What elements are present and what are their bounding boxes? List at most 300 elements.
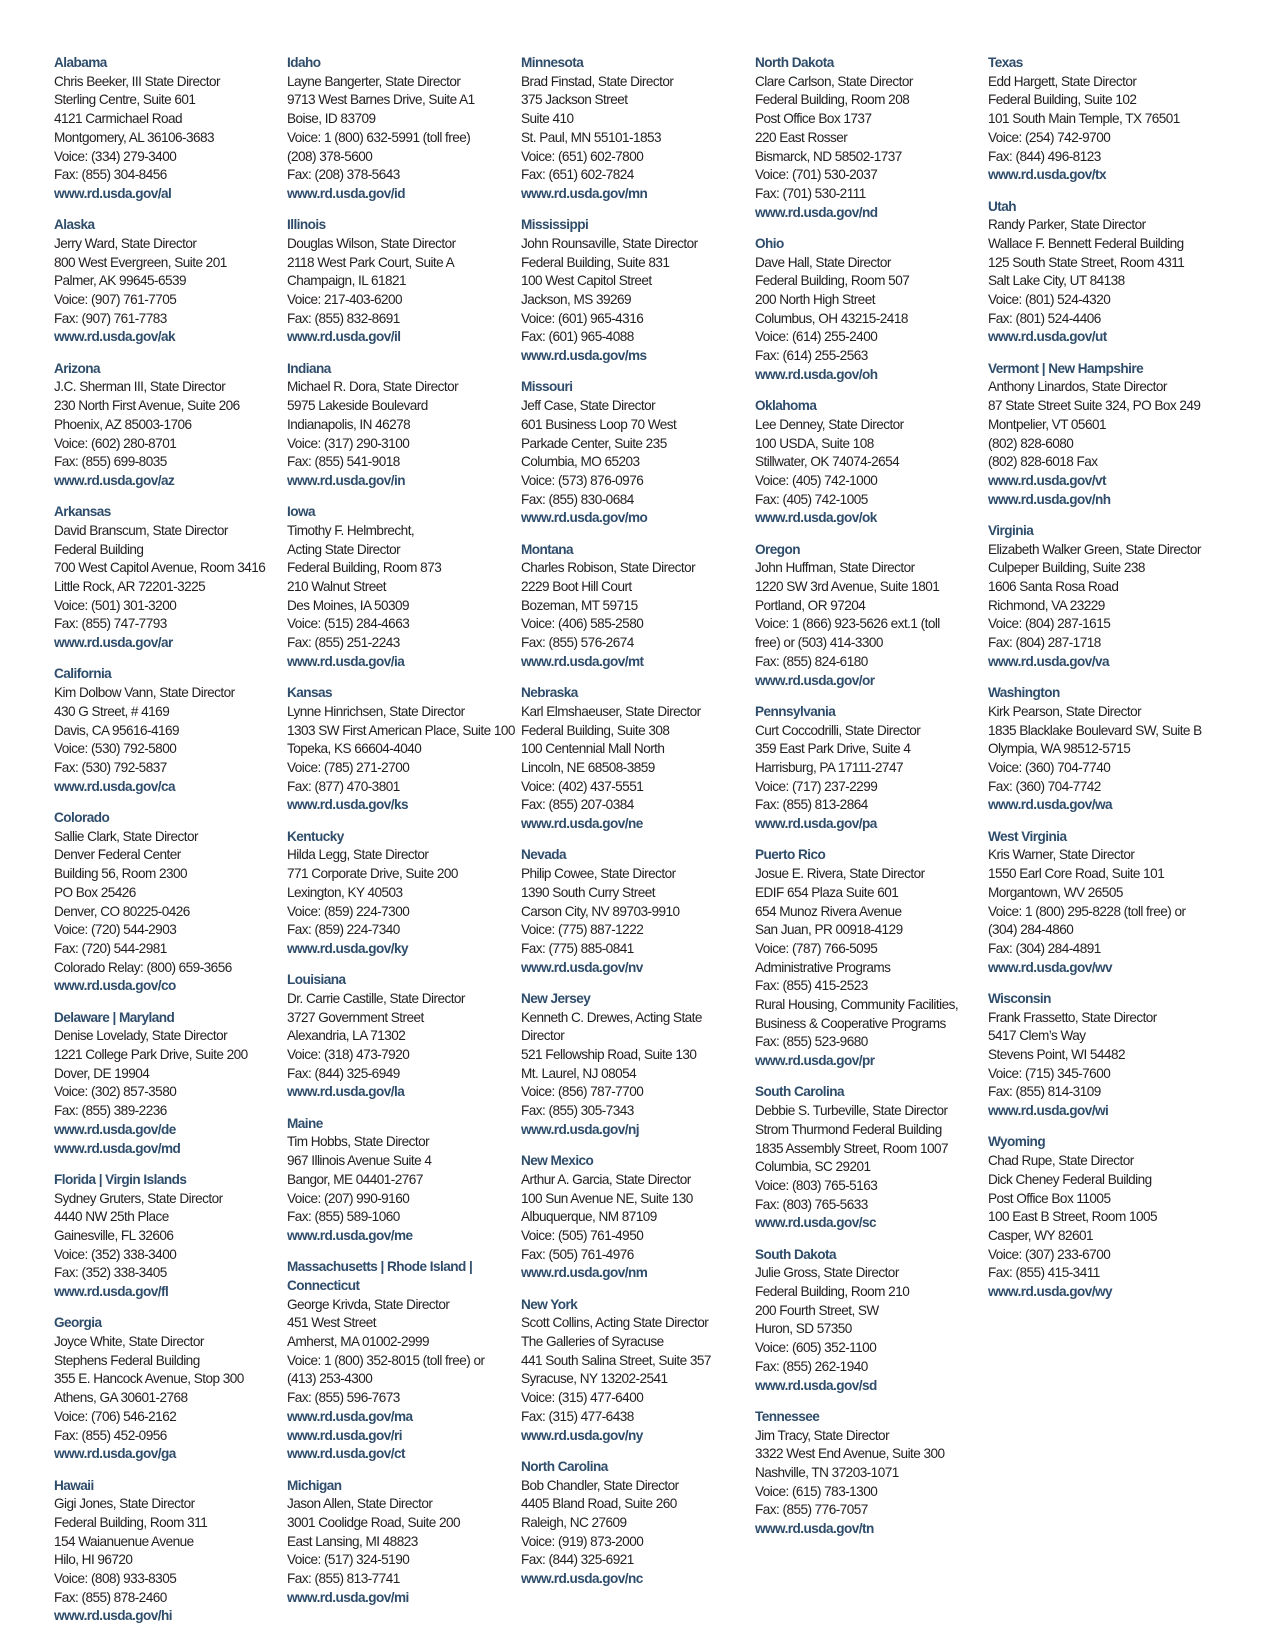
office-website-link[interactable]: www.rd.usda.gov/il <box>287 329 401 345</box>
office-detail-line: 5417 Clem’s Way <box>988 1028 1086 1044</box>
state-heading: Pennsylvania <box>755 703 836 719</box>
office-detail-line: Dave Hall, State Director <box>755 254 891 270</box>
office-detail-line: Fax: (505) 761-4976 <box>521 1246 634 1262</box>
office-entry-nebraska <box>521 684 759 834</box>
office-detail-line: J.C. Sherman III, State Director <box>54 379 226 395</box>
office-detail-line: Fax: (530) 792-5837 <box>54 759 167 775</box>
office-detail-line: Lynne Hinrichsen, State Director <box>287 703 465 719</box>
state-heading: Delaware | Maryland <box>54 1009 175 1025</box>
office-entry-arizona <box>54 360 292 491</box>
office-website-link[interactable]: www.rd.usda.gov/ut <box>988 329 1107 345</box>
office-detail-line: (304) 284-4860 <box>988 922 1074 938</box>
office-detail-line: 100 West Capitol Street <box>521 273 652 289</box>
office-detail-line: Mt. Laurel, NJ 08054 <box>521 1065 637 1081</box>
state-heading: Illinois <box>287 217 326 233</box>
state-heading: Puerto Rico <box>755 847 826 863</box>
office-website-link[interactable]: www.rd.usda.gov/ms <box>521 348 647 364</box>
office-detail-line: Athens, GA 30601-2768 <box>54 1390 188 1406</box>
office-detail-line: Fax: (803) 765-5633 <box>755 1196 868 1212</box>
office-detail-line: 87 State Street Suite 324, PO Box 249 <box>988 398 1201 414</box>
office-detail-line: Voice: (919) 873-2000 <box>521 1533 644 1549</box>
office-detail-line: Jason Allen, State Director <box>287 1496 433 1512</box>
office-website-link[interactable]: www.rd.usda.gov/wa <box>988 797 1113 813</box>
state-heading: West Virginia <box>988 828 1067 844</box>
office-detail-line: Federal Building, Suite 308 <box>521 722 670 738</box>
office-detail-line: Gigi Jones, State Director <box>54 1496 195 1512</box>
office-detail-line: Dick Cheney Federal Building <box>988 1171 1152 1187</box>
office-detail-line: Fax: (855) 415-3411 <box>988 1265 1100 1281</box>
directory-column-2 <box>287 54 525 1620</box>
office-website-link[interactable]: www.rd.usda.gov/mt <box>521 653 644 669</box>
office-entry-kentucky <box>287 828 525 959</box>
office-detail-line: 100 East B Street, Room 1005 <box>988 1209 1157 1225</box>
office-detail-line: Little Rock, AR 72201-3225 <box>54 579 206 595</box>
office-detail-line: Fax: (844) 325-6921 <box>521 1552 634 1568</box>
office-detail-line: Douglas Wilson, State Director <box>287 235 456 251</box>
state-heading: South Dakota <box>755 1246 837 1262</box>
office-detail-line: 601 Business Loop 70 West <box>521 416 677 432</box>
office-entry-montana <box>521 541 759 672</box>
office-detail-line: (413) 253-4300 <box>287 1371 373 1387</box>
state-heading: Wyoming <box>988 1134 1046 1150</box>
office-detail-line: Voice: (775) 887-1222 <box>521 922 644 938</box>
office-entry-louisiana <box>287 971 525 1102</box>
office-detail-line: Denise Lovelady, State Director <box>54 1028 228 1044</box>
state-heading: Florida | Virgin Islands <box>54 1171 187 1187</box>
office-detail-line: Federal Building, Room 873 <box>287 560 442 576</box>
office-website-link[interactable]: www.rd.usda.gov/id <box>287 185 405 201</box>
office-detail-line: Voice: (787) 766-5095 <box>755 940 878 956</box>
office-detail-line: Kirk Pearson, State Director <box>988 703 1142 719</box>
office-detail-line: Kim Dolbow Vann, State Director <box>54 685 235 701</box>
office-entry-missouri <box>521 378 759 528</box>
state-heading: Ohio <box>755 235 784 251</box>
office-entry-pennsylvania <box>755 703 993 834</box>
office-website-link[interactable]: www.rd.usda.gov/va <box>988 653 1110 669</box>
office-detail-line: Syracuse, NY 13202-2541 <box>521 1371 668 1387</box>
office-detail-line: Bozeman, MT 59715 <box>521 597 638 613</box>
state-heading: Nevada <box>521 847 567 863</box>
office-detail-line: Voice: (360) 704-7740 <box>988 759 1111 775</box>
office-detail-line: David Branscum, State Director <box>54 522 228 538</box>
office-website-link[interactable]: www.rd.usda.gov/co <box>54 978 176 994</box>
state-heading: Iowa <box>287 504 316 520</box>
directory-column-4 <box>755 54 993 1551</box>
state-heading: Kentucky <box>287 828 344 844</box>
office-detail-line: Voice: (352) 338-3400 <box>54 1246 177 1262</box>
office-website-link[interactable]: www.rd.usda.gov/pr <box>755 1053 875 1069</box>
office-entry-oregon <box>755 541 993 691</box>
office-website-link[interactable]: www.rd.usda.gov/al <box>54 185 172 201</box>
office-website-link[interactable]: www.rd.usda.gov/md <box>54 1140 181 1156</box>
office-detail-line: Voice: (315) 477-6400 <box>521 1390 644 1406</box>
office-detail-line: Fax: (855) 776-7057 <box>755 1502 868 1518</box>
office-detail-line: Voice: (614) 255-2400 <box>755 329 878 345</box>
office-detail-line: 200 Fourth Street, SW <box>755 1302 879 1318</box>
office-website-link[interactable]: www.rd.usda.gov/or <box>755 672 875 688</box>
office-detail-line: Voice: (207) 990-9160 <box>287 1190 410 1206</box>
state-heading: South Carolina <box>755 1084 844 1100</box>
office-detail-line: (802) 828-6080 <box>988 435 1074 451</box>
office-detail-line: Voice: (605) 352-1100 <box>755 1340 877 1356</box>
office-website-link[interactable]: www.rd.usda.gov/nj <box>521 1121 639 1137</box>
state-heading: Missouri <box>521 379 573 395</box>
office-entry-indiana <box>287 360 525 491</box>
office-detail-line: Dover, DE 19904 <box>54 1065 150 1081</box>
office-detail-line: Frank Frassetto, State Director <box>988 1009 1157 1025</box>
office-detail-line: 100 Centennial Mall North <box>521 741 665 757</box>
office-detail-line: Voice: (808) 933-8305 <box>54 1571 177 1587</box>
office-website-link[interactable]: www.rd.usda.gov/hi <box>54 1608 172 1624</box>
office-detail-line: Fax: (855) 251-2243 <box>287 635 400 651</box>
office-entry-wisconsin <box>988 990 1226 1121</box>
office-detail-line: 1550 Earl Core Road, Suite 101 <box>988 866 1165 882</box>
office-entry-texas <box>988 54 1226 185</box>
office-detail-line: Jeff Case, State Director <box>521 398 656 414</box>
office-detail-line: 5975 Lakeside Boulevard <box>287 398 428 414</box>
office-website-link[interactable]: www.rd.usda.gov/vt <box>988 472 1106 488</box>
office-detail-line: Voice: (515) 284-4663 <box>287 616 410 632</box>
state-heading: Idaho <box>287 55 321 70</box>
office-entry-michigan <box>287 1477 525 1608</box>
office-detail-line: Voice: (317) 290-3100 <box>287 435 410 451</box>
office-detail-line: 1221 College Park Drive, Suite 200 <box>54 1047 248 1063</box>
office-detail-line: Federal Building, Room 507 <box>755 273 910 289</box>
office-detail-line: Lincoln, NE 68508-3859 <box>521 759 655 775</box>
office-detail-line: 230 North First Avenue, Suite 206 <box>54 398 240 414</box>
office-detail-line: Albuquerque, NM 87109 <box>521 1209 657 1225</box>
office-detail-line: Voice: (505) 761-4950 <box>521 1227 644 1243</box>
office-detail-line: Dr. Carrie Castille, State Director <box>287 990 465 1006</box>
office-detail-line: Columbia, SC 29201 <box>755 1159 871 1175</box>
office-detail-line: Fax: (855) 541-9018 <box>287 454 400 470</box>
office-website-link[interactable]: www.rd.usda.gov/nc <box>521 1571 643 1587</box>
office-entry-ohio <box>755 235 993 385</box>
office-detail-line: Colorado Relay: (800) 659-3656 <box>54 959 232 975</box>
office-detail-line: Lexington, KY 40503 <box>287 884 403 900</box>
state-heading: North Carolina <box>521 1458 608 1474</box>
office-entry-alabama <box>54 54 292 204</box>
office-website-link[interactable]: www.rd.usda.gov/ri <box>287 1427 402 1443</box>
office-entry-new-mexico <box>521 1152 759 1283</box>
office-detail-line: Business & Cooperative Programs <box>755 1015 946 1031</box>
office-website-link[interactable]: www.rd.usda.gov/ky <box>287 940 409 956</box>
office-detail-line: 654 Munoz Rivera Avenue <box>755 903 902 919</box>
state-heading: Utah <box>988 198 1017 214</box>
office-detail-line: Clare Carlson, State Director <box>755 73 913 89</box>
state-heading: Oregon <box>755 541 801 557</box>
office-entry-florida-virgin-islands <box>54 1171 292 1302</box>
office-entry-nevada <box>521 846 759 977</box>
office-entry-arkansas <box>54 503 292 653</box>
office-detail-line: 100 Sun Avenue NE, Suite 130 <box>521 1190 693 1206</box>
office-detail-line: Phoenix, AZ 85003-1706 <box>54 416 192 432</box>
office-website-link[interactable]: www.rd.usda.gov/ct <box>287 1446 405 1462</box>
office-detail-line: Bangor, ME 04401-2767 <box>287 1171 423 1187</box>
office-detail-line: Scott Collins, Acting State Director <box>521 1315 709 1331</box>
office-entry-hawaii <box>54 1477 292 1627</box>
office-entry-colorado <box>54 809 292 996</box>
state-heading: Massachusetts | Rhode Island | Connecticut <box>287 1259 473 1293</box>
office-detail-line: Voice: (530) 792-5800 <box>54 741 177 757</box>
office-detail-line: 2229 Boot Hill Court <box>521 579 632 595</box>
office-detail-line: Fax: (405) 742-1005 <box>755 491 868 507</box>
office-detail-line: Fax: (804) 287-1718 <box>988 635 1101 651</box>
state-heading: Kansas <box>287 685 333 701</box>
office-website-link[interactable]: www.rd.usda.gov/mi <box>287 1589 409 1605</box>
directory-column-3 <box>521 54 759 1601</box>
office-entry-maine <box>287 1115 525 1246</box>
office-detail-line: Fax: (855) 814-3109 <box>988 1084 1101 1100</box>
state-heading: Michigan <box>287 1477 342 1493</box>
office-detail-line: Chris Beeker, III State Director <box>54 73 220 89</box>
office-detail-line: Fax: (877) 470-3801 <box>287 778 400 794</box>
state-heading: Minnesota <box>521 55 584 70</box>
office-website-link[interactable]: www.rd.usda.gov/wy <box>988 1284 1113 1300</box>
office-website-link[interactable]: www.rd.usda.gov/ny <box>521 1427 643 1443</box>
office-detail-line: Kenneth C. Drewes, Acting State <box>521 1009 702 1025</box>
directory-column-1 <box>54 54 292 1639</box>
directory-column-5 <box>988 54 1226 1314</box>
office-detail-line: Anthony Linardos, State Director <box>988 379 1167 395</box>
office-detail-line: Voice: (859) 224-7300 <box>287 903 410 919</box>
state-heading: Vermont | New Hampshire <box>988 360 1144 376</box>
office-website-link[interactable]: www.rd.usda.gov/de <box>54 1121 176 1137</box>
office-detail-line: Sallie Clark, State Director <box>54 828 199 844</box>
office-detail-line: Denver Federal Center <box>54 847 181 863</box>
office-detail-line: 1606 Santa Rosa Road <box>988 579 1119 595</box>
office-detail-line: St. Paul, MN 55101-1853 <box>521 129 661 145</box>
office-detail-line: Voice: (651) 602-7800 <box>521 148 644 164</box>
office-detail-line: 9713 West Barnes Drive, Suite A1 <box>287 92 475 108</box>
office-detail-line: Strom Thurmond Federal Building <box>755 1121 942 1137</box>
office-website-link[interactable]: www.rd.usda.gov/nv <box>521 959 643 975</box>
office-detail-line: Voice: (907) 761-7705 <box>54 292 177 308</box>
office-detail-line: Jerry Ward, State Director <box>54 235 197 251</box>
office-website-link[interactable]: www.rd.usda.gov/sc <box>755 1215 877 1231</box>
office-detail-line: Davis, CA 95616-4169 <box>54 722 180 738</box>
office-detail-line: Jim Tracy, State Director <box>755 1427 890 1443</box>
office-detail-line: Fax: (720) 544-2981 <box>54 940 167 956</box>
office-detail-line: (802) 828-6018 Fax <box>988 454 1098 470</box>
office-detail-line: Alexandria, LA 71302 <box>287 1028 406 1044</box>
state-heading: Indiana <box>287 360 331 376</box>
office-detail-line: Carson City, NV 89703-9910 <box>521 903 680 919</box>
office-detail-line: Timothy F. Helmbrecht, <box>287 522 415 538</box>
state-heading: California <box>54 666 112 682</box>
office-detail-line: Fax: (855) 523-9680 <box>755 1034 868 1050</box>
office-detail-line: Columbia, MO 65203 <box>521 454 640 470</box>
office-detail-line: 700 West Capitol Avenue, Room 3416 <box>54 560 266 576</box>
office-detail-line: Voice: 1 (800) 632-5991 (toll free) <box>287 129 471 145</box>
office-detail-line: Voice: 217-403-6200 <box>287 292 403 308</box>
office-detail-line: Fax: (352) 338-3405 <box>54 1265 167 1281</box>
office-detail-line: Voice: (801) 524-4320 <box>988 292 1111 308</box>
state-heading: Louisiana <box>287 972 346 988</box>
office-detail-line: Fax: (855) 596-7673 <box>287 1390 400 1406</box>
office-entry-georgia <box>54 1314 292 1464</box>
office-entry-new-york <box>521 1296 759 1446</box>
office-detail-line: (208) 378-5600 <box>287 148 373 164</box>
office-detail-line: Voice: (615) 783-1300 <box>755 1483 878 1499</box>
office-detail-line: 771 Corporate Drive, Suite 200 <box>287 866 458 882</box>
office-entry-west-virginia <box>988 828 1226 978</box>
office-detail-line: East Lansing, MI 48823 <box>287 1533 418 1549</box>
office-detail-line: Federal Building, Suite 831 <box>521 254 670 270</box>
office-detail-line: San Juan, PR 00918-4129 <box>755 922 903 938</box>
office-detail-line: 3322 West End Avenue, Suite 300 <box>755 1446 945 1462</box>
office-detail-line: Brad Finstad, State Director <box>521 73 674 89</box>
office-website-link[interactable]: www.rd.usda.gov/la <box>287 1084 405 1100</box>
state-heading: New York <box>521 1296 578 1312</box>
office-website-link[interactable]: www.rd.usda.gov/wi <box>988 1103 1109 1119</box>
office-detail-line: EDIF 654 Plaza Suite 601 <box>755 884 899 900</box>
office-detail-line: 4405 Bland Road, Suite 260 <box>521 1496 677 1512</box>
office-website-link[interactable]: www.rd.usda.gov/ks <box>287 797 409 813</box>
office-detail-line: Arthur A. Garcia, State Director <box>521 1171 691 1187</box>
office-detail-line: Fax: (855) 747-7793 <box>54 616 167 632</box>
office-detail-line: Voice: (715) 345-7600 <box>988 1065 1111 1081</box>
office-website-link[interactable]: www.rd.usda.gov/nh <box>988 491 1111 507</box>
state-heading: New Jersey <box>521 990 591 1006</box>
office-detail-line: 359 East Park Drive, Suite 4 <box>755 741 911 757</box>
office-website-link[interactable]: www.rd.usda.gov/tn <box>755 1521 874 1537</box>
office-website-link[interactable]: www.rd.usda.gov/az <box>54 472 175 488</box>
office-detail-line: Layne Bangerter, State Director <box>287 73 461 89</box>
office-detail-line: 967 Illinois Avenue Suite 4 <box>287 1153 432 1169</box>
office-entry-south-dakota <box>755 1246 993 1396</box>
office-detail-line: Fax: (304) 284-4891 <box>988 940 1101 956</box>
office-entry-iowa <box>287 503 525 671</box>
office-website-link[interactable]: www.rd.usda.gov/mn <box>521 185 648 201</box>
office-detail-line: Fax: (855) 452-0956 <box>54 1427 167 1443</box>
office-website-link[interactable]: www.rd.usda.gov/wv <box>988 959 1113 975</box>
office-detail-line: Fax: (855) 589-1060 <box>287 1209 400 1225</box>
office-detail-line: 1220 SW 3rd Avenue, Suite 1801 <box>755 579 940 595</box>
office-entry-washington <box>988 684 1226 815</box>
office-detail-line: Fax: (855) 576-2674 <box>521 635 634 651</box>
office-website-link[interactable]: www.rd.usda.gov/ia <box>287 653 405 669</box>
office-website-link[interactable]: www.rd.usda.gov/ne <box>521 816 643 832</box>
office-detail-line: 800 West Evergreen, Suite 201 <box>54 254 227 270</box>
office-detail-line: Fax: (855) 832-8691 <box>287 310 400 326</box>
office-detail-line: Voice: (254) 742-9700 <box>988 129 1111 145</box>
office-entry-south-carolina <box>755 1083 993 1233</box>
state-heading: Arizona <box>54 360 100 376</box>
office-website-link[interactable]: www.rd.usda.gov/ma <box>287 1408 413 1424</box>
office-detail-line: Administrative Programs <box>755 959 891 975</box>
office-entry-alaska <box>54 216 292 347</box>
office-entry-utah <box>988 198 1226 348</box>
office-website-link[interactable]: www.rd.usda.gov/ok <box>755 510 877 526</box>
office-detail-line: Fax: (651) 602-7824 <box>521 167 634 183</box>
state-heading: Maine <box>287 1115 323 1131</box>
office-detail-line: Tim Hobbs, State Director <box>287 1134 430 1150</box>
office-detail-line: George Krivda, State Director <box>287 1296 450 1312</box>
office-detail-line: Des Moines, IA 50309 <box>287 597 409 613</box>
office-detail-line: Voice: (602) 280-8701 <box>54 435 177 451</box>
office-website-link[interactable]: www.rd.usda.gov/nm <box>521 1265 648 1281</box>
office-entry-tennessee <box>755 1408 993 1539</box>
office-detail-line: Indianapolis, IN 46278 <box>287 416 411 432</box>
state-heading: Tennessee <box>755 1408 820 1424</box>
office-detail-line: Voice: (601) 965-4316 <box>521 310 644 326</box>
office-detail-line: Fax: (907) 761-7783 <box>54 310 167 326</box>
office-detail-line: Fax: (855) 813-7741 <box>287 1571 400 1587</box>
office-website-link[interactable]: www.rd.usda.gov/mo <box>521 510 648 526</box>
office-detail-line: Denver, CO 80225-0426 <box>54 903 190 919</box>
office-detail-line: Champaign, IL 61821 <box>287 273 407 289</box>
office-detail-line: Voice: (501) 301-3200 <box>54 597 177 613</box>
office-website-link[interactable]: www.rd.usda.gov/nd <box>755 204 878 220</box>
state-heading: New Mexico <box>521 1153 594 1169</box>
state-heading: Colorado <box>54 809 110 825</box>
office-detail-line: Voice: (717) 237-2299 <box>755 778 878 794</box>
office-detail-line: Fax: (855) 878-2460 <box>54 1589 167 1605</box>
office-detail-line: Lee Denney, State Director <box>755 416 904 432</box>
office-website-link[interactable]: www.rd.usda.gov/in <box>287 472 405 488</box>
office-website-link[interactable]: www.rd.usda.gov/tx <box>988 167 1106 183</box>
office-detail-line: Stevens Point, WI 54482 <box>988 1047 1125 1063</box>
office-detail-line: Voice: (785) 271-2700 <box>287 759 410 775</box>
office-detail-line: Building 56, Room 2300 <box>54 866 187 882</box>
office-detail-line: Voice: (856) 787-7700 <box>521 1084 644 1100</box>
office-detail-line: Voice: (402) 437-5551 <box>521 778 644 794</box>
office-detail-line: Voice: 1 (800) 352-8015 (toll free) or <box>287 1352 485 1368</box>
office-website-link[interactable]: www.rd.usda.gov/ca <box>54 778 176 794</box>
office-detail-line: Randy Parker, State Director <box>988 217 1146 233</box>
office-detail-line: Stillwater, OK 74074-2654 <box>755 454 900 470</box>
office-entry-minnesota <box>521 54 759 204</box>
office-detail-line: Bismarck, ND 58502-1737 <box>755 148 902 164</box>
office-detail-line: Jackson, MS 39269 <box>521 292 632 308</box>
office-detail-line: Fax: (775) 885-0841 <box>521 940 634 956</box>
state-heading: Oklahoma <box>755 398 817 414</box>
office-detail-line: Fax: (859) 224-7340 <box>287 922 400 938</box>
office-detail-line: Fax: (855) 305-7343 <box>521 1103 634 1119</box>
state-heading: Arkansas <box>54 504 111 520</box>
office-website-link[interactable]: www.rd.usda.gov/pa <box>755 816 877 832</box>
office-website-link[interactable]: www.rd.usda.gov/ak <box>54 329 176 345</box>
office-detail-line: 451 West Street <box>287 1315 376 1331</box>
office-detail-line: Fax: (701) 530-2111 <box>755 185 866 201</box>
office-detail-line: Morgantown, WV 26505 <box>988 884 1123 900</box>
office-detail-line: Suite 410 <box>521 111 574 127</box>
office-detail-line: Huron, SD 57350 <box>755 1321 852 1337</box>
office-detail-line: Fax: (855) 830-0684 <box>521 491 634 507</box>
office-website-link[interactable]: www.rd.usda.gov/ar <box>54 635 173 651</box>
office-detail-line: Fax: (844) 496-8123 <box>988 148 1101 164</box>
office-detail-line: 154 Waianuenue Avenue <box>54 1533 194 1549</box>
office-entry-idaho <box>287 54 525 204</box>
office-detail-line: Voice: (318) 473-7920 <box>287 1047 410 1063</box>
office-detail-line: 521 Fellowship Road, Suite 130 <box>521 1047 697 1063</box>
office-detail-line: 1835 Assembly Street, Room 1007 <box>755 1140 949 1156</box>
office-detail-line: Gainesville, FL 32606 <box>54 1227 174 1243</box>
office-detail-line: 210 Walnut Street <box>287 579 386 595</box>
office-website-link[interactable]: www.rd.usda.gov/sd <box>755 1377 877 1393</box>
office-detail-line: Portland, OR 97204 <box>755 597 866 613</box>
office-detail-line: Director <box>521 1028 565 1044</box>
office-website-link[interactable]: www.rd.usda.gov/me <box>287 1227 413 1243</box>
office-detail-line: Rural Housing, Community Facilities, <box>755 997 959 1013</box>
office-website-link[interactable]: www.rd.usda.gov/fl <box>54 1284 169 1300</box>
office-website-link[interactable]: www.rd.usda.gov/oh <box>755 366 878 382</box>
office-detail-line: Sydney Gruters, State Director <box>54 1190 223 1206</box>
office-detail-line: Sterling Centre, Suite 601 <box>54 92 196 108</box>
office-detail-line: Nashville, TN 37203-1071 <box>755 1464 899 1480</box>
office-website-link[interactable]: www.rd.usda.gov/ga <box>54 1446 176 1462</box>
